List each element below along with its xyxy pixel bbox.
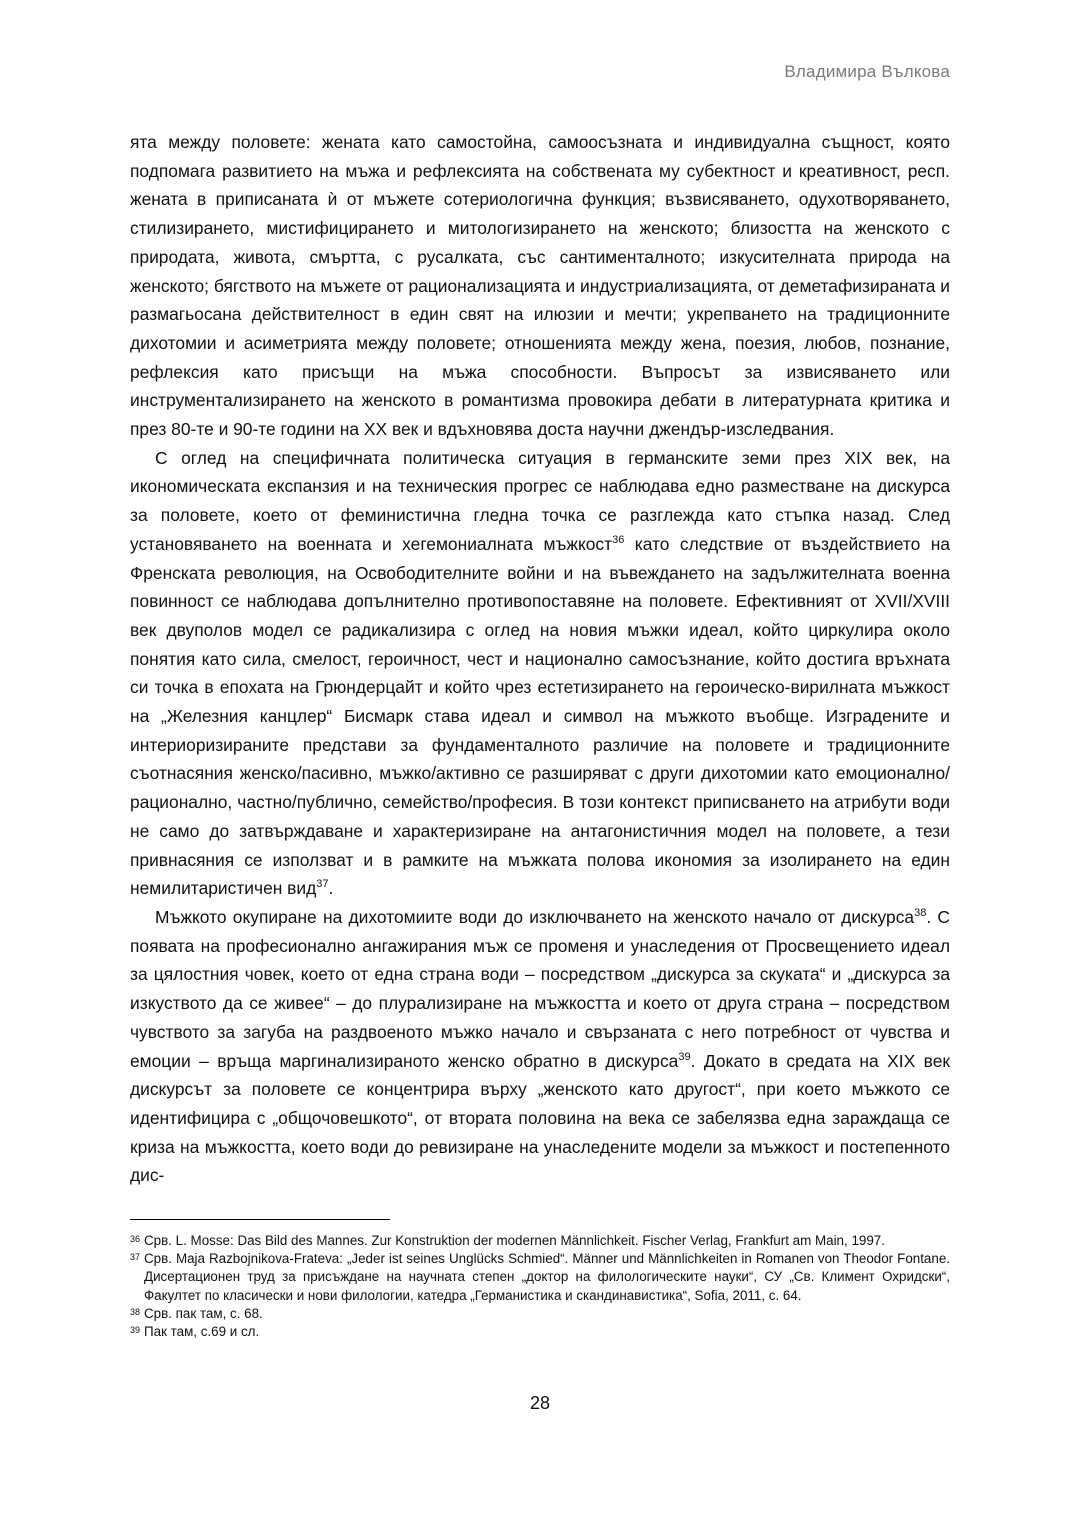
- paragraph-text: Мъжкото окупиране на дихотомиите води до изключването на женското начало от дискурса: [155, 906, 915, 927]
- footnote-36: [130, 1232, 950, 1250]
- footnote-reference[interactable]: 37: [316, 878, 329, 891]
- page-number: 28: [529, 1393, 551, 1413]
- body-text: [130, 128, 950, 1190]
- running-header-author: Владимира Вълкова: [784, 62, 950, 81]
- footnote-text: Пак там, с.69 и сл.: [144, 1324, 260, 1340]
- footnote-reference[interactable]: 39: [678, 1050, 691, 1063]
- paragraph: [130, 444, 950, 903]
- footnote-number: 38: [130, 1306, 141, 1317]
- footnote-number: 36: [130, 1234, 141, 1244]
- paragraph: [130, 128, 950, 444]
- footnote-37: [130, 1250, 950, 1305]
- footnote-separator: [130, 1219, 390, 1220]
- footnote-reference[interactable]: 38: [914, 907, 927, 920]
- footnote-text: Срв. Maja Razbojnikova-Frateva: „Jeder ist seines Unglücks Schmied“. Männer und Männlichkeiten in Romanen von Theodor Fontane. Дисертационен труд за присъждане на научната степен „доктор на филологическите науки“, СУ „Св. Климент Охридски“, Факултет по класически и нови филологии, катедра „Германистика и скандинавистика“, Sofia, 2011, с. 64.: [144, 1251, 950, 1303]
- footnote-39: [130, 1323, 950, 1341]
- paragraph-text: като следствие от въздействието на Френската революция, на Освободителните войни и на въвеждането на задължителната военна повинност се наблюдава допълнително противопоставяне на половете. Ефективният от XVII/XVIII век двуполов модел се радикализира с оглед на новия мъжки идеал, който циркулира около понятия като сила, смелост, героичност, чест и национално самосъзнание, който достига връхната си точка в епохата на Грюндерцайт и който чрез естетизирането на героическо-вирилната мъжкост на „Железния канцлер“ Бисмарк става идеал и символ на мъжкото въобще. Изградените и интериоризираните представи за фундаменталното различие на половете и традиционните съотнасяния женско/пасивно, мъжко/активно се разширяват с други дихотомии като емоционално/ рационално, частно/публично, семейство/професия. В този контекст приписването на атрибути води не само до затвърждаване и характеризиране на антагонистичния модел на половете, а тези привнасяния се използват и в рамките на мъжката полова икономия за изолирането на един немилитаристичен вид: [130, 533, 951, 899]
- footnotes: [130, 1232, 950, 1341]
- paragraph-text: ята между половете: жената като самостойна, самоосъзната и индивидуална същност, която подпомага развитието на мъжа и рефлексията на собствената му субектност и креативност, респ. жената в приписаната ѝ от мъжете сотериологична функция; възвисяването, одухотворяването, стилизирането, мистифицирането и митологизирането на женското; близостта на женското с природата, живота, смъртта, с русалката, със сантименталното; изкусителната природа на женското; бягството на мъжете от рационализацията и индустриализацията, от деметафизираната и размагьосана действителност в един свят на илюзии и мечти; укрепването на традиционните дихотомии и асиметрията между половете; отношенията между жена, поезия, любов, познание, рефлексия като присъщи на мъжа способности. Въпросът за извисяването или инструментализирането на женското в романтизма провокира дебати в литературната критика и през 80-те и 90-те години на XX век и вдъхновява доста научни джендър-изследвания.: [130, 132, 950, 440]
- paragraph-text: . Докато в средата на XIX век дискурсът за половете се концентрира върху „женското като другост“, при което мъжкото се идентифицира с „общочовешкото“, от втората половина на века се забелязва една зараждаща се криза на мъжкостта, което води до ревизиране на унаследените модели за мъжкост и постепенното дис-: [130, 1050, 950, 1186]
- footnote-number: 39: [130, 1325, 141, 1336]
- footnote-number: 37: [130, 1252, 141, 1263]
- footnote-text: Срв. пак там, с. 68.: [144, 1305, 263, 1321]
- footnote-text: Срв. L. Mosse: Das Bild des Mannes. Zur Konstruktion der modernen Männlichkeit. Fischer Verlag, Frankfurt am Main, 1997.: [144, 1233, 885, 1248]
- footnote-38: [130, 1305, 950, 1323]
- paragraph-text: С оглед на специфичната политическа ситуация в германските земи през XIX век, на икономическата експанзия и на техническия прогрес се наблюдава едно разместване на дискурса за половете, което от феминистична гледна точка се разглежда като стъпка назад. След установяването на военната и хегемониалната мъжкост: [130, 447, 950, 554]
- paragraph-text: . С появата на професионално ангажирания мъж се променя и унаследения от Просвещението идеал за цялостния човек, което от една страна води – посредством „дискурса за скуката“ и „дискурса за изкуството да се живее“ – до плурализиране на мъжкостта и което от друга страна – посредством чувството за загуба на раздвоеното мъжко начало и свързаната с него потребност от чувства и емоции – връща маргинализираното женско обратно в дискурса: [130, 906, 950, 1071]
- paragraph: [130, 903, 950, 1190]
- paragraph-text: .: [328, 878, 334, 899]
- footnote-reference[interactable]: 36: [612, 534, 625, 547]
